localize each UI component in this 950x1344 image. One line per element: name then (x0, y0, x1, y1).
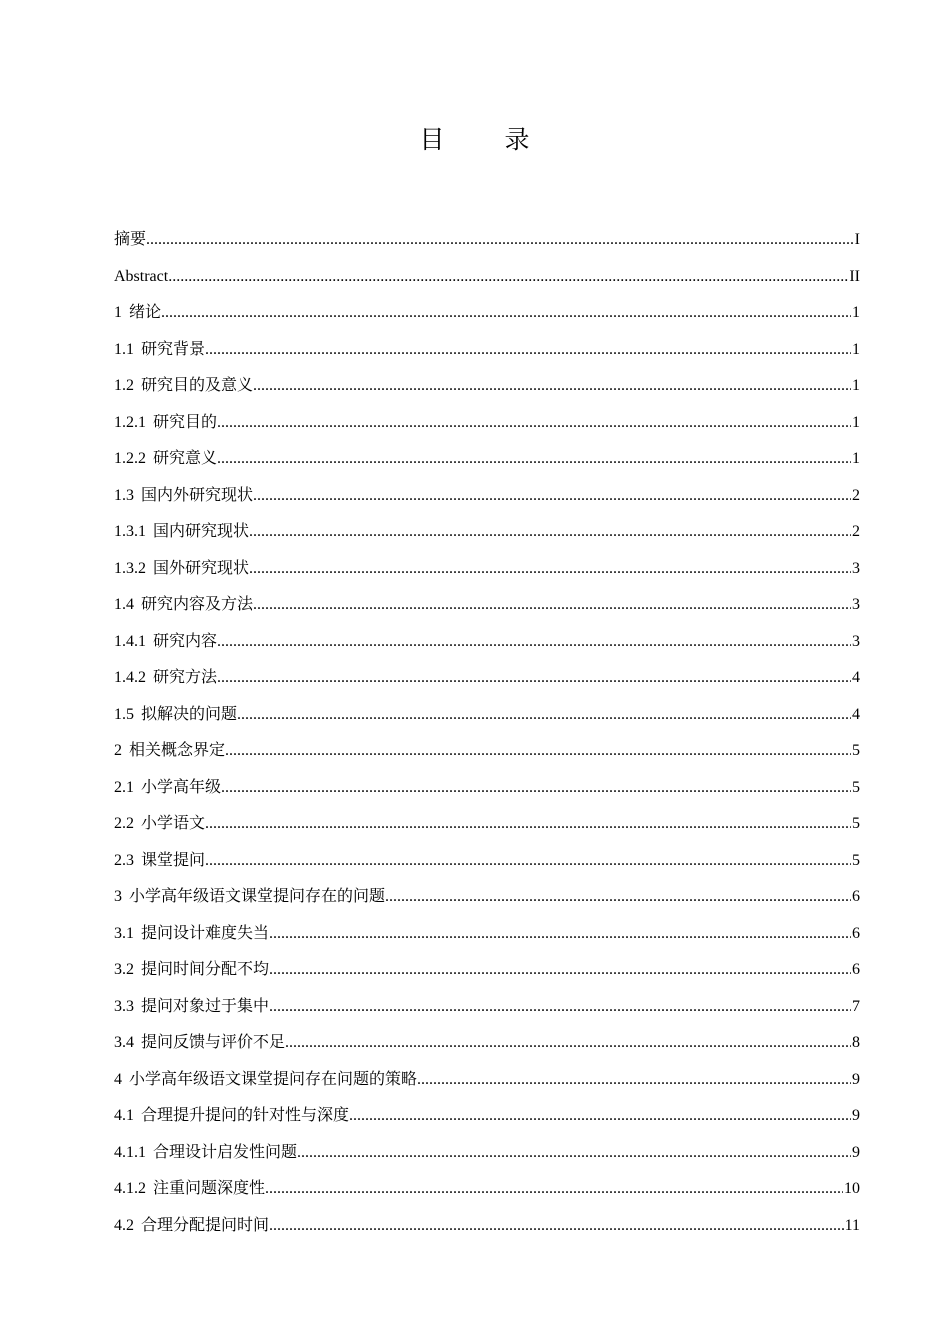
toc-entry[interactable] (114, 989, 860, 1026)
toc-entry-number: 1 (114, 304, 122, 321)
toc-entry-label: 国内研究现状 (153, 523, 250, 540)
toc-entry-label: 国外研究现状 (153, 559, 250, 577)
toc-entry-label: 拟解决的问题 (141, 705, 238, 723)
toc-entry-page-number: 5 (852, 742, 860, 759)
toc-entry-label: 提问对象过于集中 (141, 997, 270, 1015)
toc-dot-leader (249, 551, 851, 588)
toc-entry-page-number: 1 (852, 340, 860, 358)
toc-entry[interactable] (114, 879, 860, 916)
toc-entry-page-number: 9 (852, 1070, 860, 1088)
toc-entry-number: 2.2 (114, 815, 134, 832)
toc-entry-label: 研究背景 (141, 340, 206, 358)
toc-entry[interactable] (114, 551, 860, 588)
toc-dot-leader (349, 1098, 851, 1135)
toc-entry-label: 研究内容及方法 (141, 596, 254, 613)
toc-entry[interactable] (114, 1208, 860, 1245)
toc-entry-label: 小学高年级 (141, 778, 222, 796)
toc-entry-label: 研究目的 (153, 413, 218, 431)
toc-list (114, 222, 860, 1244)
toc-entry-page-number: 1 (852, 450, 860, 467)
toc-entry[interactable] (114, 259, 860, 296)
toc-entry-number: 1.3.1 (114, 523, 146, 540)
toc-entry-label: 合理设计启发性问题 (153, 1143, 298, 1161)
toc-entry[interactable] (114, 770, 860, 807)
toc-entry-page-number: 8 (852, 1034, 860, 1051)
toc-entry[interactable] (114, 405, 860, 442)
toc-dot-leader (237, 697, 851, 734)
toc-entry-page-number: I (854, 231, 860, 248)
toc-entry-number: 1.4.1 (114, 632, 146, 650)
toc-entry-page-number: 3 (852, 559, 860, 577)
toc-dot-leader (225, 733, 851, 770)
toc-entry-page-number: 2 (852, 486, 860, 504)
toc-entry-page-number: 1 (852, 304, 860, 321)
toc-entry-label: 课堂提问 (141, 851, 206, 869)
toc-entry-page-number: 5 (852, 778, 860, 796)
toc-entry-page-number: 6 (852, 888, 860, 905)
toc-entry[interactable] (114, 441, 860, 478)
toc-dot-leader (146, 222, 854, 259)
toc-entry[interactable] (114, 1135, 860, 1172)
toc-entry-number: 4.2 (114, 1216, 134, 1234)
toc-entry[interactable] (114, 514, 860, 551)
toc-entry[interactable] (114, 1062, 860, 1099)
toc-dot-leader (253, 478, 851, 515)
toc-entry[interactable] (114, 624, 860, 661)
toc-dot-leader (297, 1135, 851, 1172)
toc-entry[interactable] (114, 368, 860, 405)
toc-entry-label: 合理提升提问的针对性与深度 (141, 1107, 350, 1124)
toc-entry-label: Abstract (114, 267, 169, 285)
toc-dot-leader (269, 916, 851, 953)
toc-dot-leader (217, 405, 851, 442)
toc-entry-number: 3 (114, 888, 122, 905)
toc-entry[interactable] (114, 1025, 860, 1062)
toc-dot-leader (221, 770, 851, 807)
toc-entry-page-number: 1 (852, 377, 860, 394)
toc-dot-leader (217, 624, 851, 661)
toc-dot-leader (253, 587, 851, 624)
toc-dot-leader (253, 368, 851, 405)
toc-entry-page-number: 4 (852, 705, 860, 723)
toc-entry-page-number: 3 (852, 596, 860, 613)
toc-entry-label: 相关概念界定 (129, 742, 226, 759)
toc-entry-page-number: 9 (852, 1107, 860, 1124)
toc-entry-label: 研究意义 (153, 450, 218, 467)
toc-entry-label: 小学高年级语文课堂提问存在问题的策略 (129, 1070, 418, 1088)
toc-entry-label: 合理分配提问时间 (141, 1216, 270, 1234)
toc-entry-number: 1.2 (114, 377, 134, 394)
toc-entry[interactable] (114, 332, 860, 369)
toc-dot-leader (217, 441, 851, 478)
toc-entry-number: 4.1.2 (114, 1180, 146, 1197)
toc-entry[interactable] (114, 843, 860, 880)
toc-entry-page-number: 5 (852, 851, 860, 869)
toc-entry-number: 1.4 (114, 596, 134, 613)
toc-entry-label: 提问反馈与评价不足 (141, 1034, 286, 1051)
toc-dot-leader (285, 1025, 851, 1062)
toc-entry-number: 3.2 (114, 961, 134, 978)
toc-entry-label: 研究方法 (153, 669, 218, 686)
toc-entry-page-number: 6 (852, 961, 860, 978)
toc-entry-page-number: 5 (852, 815, 860, 832)
toc-entry[interactable] (114, 1098, 860, 1135)
toc-entry[interactable] (114, 587, 860, 624)
toc-dot-leader (161, 295, 851, 332)
toc-entry-label: 注重问题深度性 (153, 1180, 266, 1197)
toc-entry-page-number: 4 (852, 669, 860, 686)
toc-entry-label: 国内外研究现状 (141, 486, 254, 504)
toc-title: 目 录 (419, 125, 556, 154)
toc-entry-number: 3.4 (114, 1034, 134, 1051)
toc-dot-leader (217, 660, 851, 697)
toc-dot-leader (205, 843, 851, 880)
toc-entry-label: 小学语文 (141, 815, 206, 832)
toc-dot-leader (265, 1171, 843, 1208)
toc-dot-leader (269, 1208, 844, 1245)
toc-entry[interactable] (114, 733, 860, 770)
toc-entry-number: 1.3 (114, 486, 134, 504)
toc-entry-number: 3.3 (114, 997, 134, 1015)
toc-entry-number: 3.1 (114, 924, 134, 942)
toc-entry[interactable] (114, 222, 860, 259)
toc-dot-leader (205, 332, 851, 369)
toc-entry-number: 4 (114, 1070, 122, 1088)
toc-entry-label: 小学高年级语文课堂提问存在的问题 (129, 888, 386, 905)
toc-dot-leader (205, 806, 851, 843)
toc-entry-label: 绪论 (129, 304, 162, 321)
toc-entry-number: 1.2.2 (114, 450, 146, 467)
toc-entry-number: 1.3.2 (114, 559, 146, 577)
toc-entry-page-number: 9 (852, 1143, 860, 1161)
toc-entry-page-number: 2 (852, 523, 860, 540)
toc-entry[interactable] (114, 660, 860, 697)
toc-entry-number: 2.1 (114, 778, 134, 796)
toc-entry[interactable] (114, 916, 860, 953)
toc-entry-number: 1.2.1 (114, 413, 146, 431)
toc-entry[interactable] (114, 697, 860, 734)
toc-entry-label: 研究内容 (153, 632, 218, 650)
toc-entry-page-number: 6 (852, 924, 860, 942)
toc-entry-number: 4.1 (114, 1107, 134, 1124)
toc-entry-page-number: 3 (852, 632, 860, 650)
toc-entry[interactable] (114, 806, 860, 843)
toc-dot-leader (269, 989, 851, 1026)
toc-dot-leader (168, 259, 848, 296)
toc-dot-leader (417, 1062, 851, 1099)
toc-entry-number: 4.1.1 (114, 1143, 146, 1161)
toc-entry-number: 1.1 (114, 340, 134, 358)
toc-entry-page-number: II (849, 267, 860, 285)
toc-entry[interactable] (114, 295, 860, 332)
toc-dot-leader (249, 514, 851, 551)
toc-entry-label: 研究目的及意义 (141, 377, 254, 394)
toc-entry-page-number: 7 (852, 997, 860, 1015)
toc-entry-number: 1.4.2 (114, 669, 146, 686)
toc-dot-leader (385, 879, 851, 916)
toc-entry-number: 2 (114, 742, 122, 759)
toc-entry-page-number: 10 (844, 1180, 860, 1197)
toc-dot-leader (269, 952, 851, 989)
toc-entry-label: 提问设计难度失当 (141, 924, 270, 942)
toc-entry[interactable] (114, 478, 860, 515)
toc-entry-page-number: 1 (852, 413, 860, 431)
toc-entry[interactable] (114, 1171, 860, 1208)
toc-entry-page-number: 11 (844, 1216, 860, 1234)
toc-entry-label: 摘要 (114, 231, 147, 248)
toc-entry-number: 1.5 (114, 705, 134, 723)
toc-entry-number: 2.3 (114, 851, 134, 869)
toc-entry-label: 提问时间分配不均 (141, 961, 270, 978)
toc-entry[interactable] (114, 952, 860, 989)
